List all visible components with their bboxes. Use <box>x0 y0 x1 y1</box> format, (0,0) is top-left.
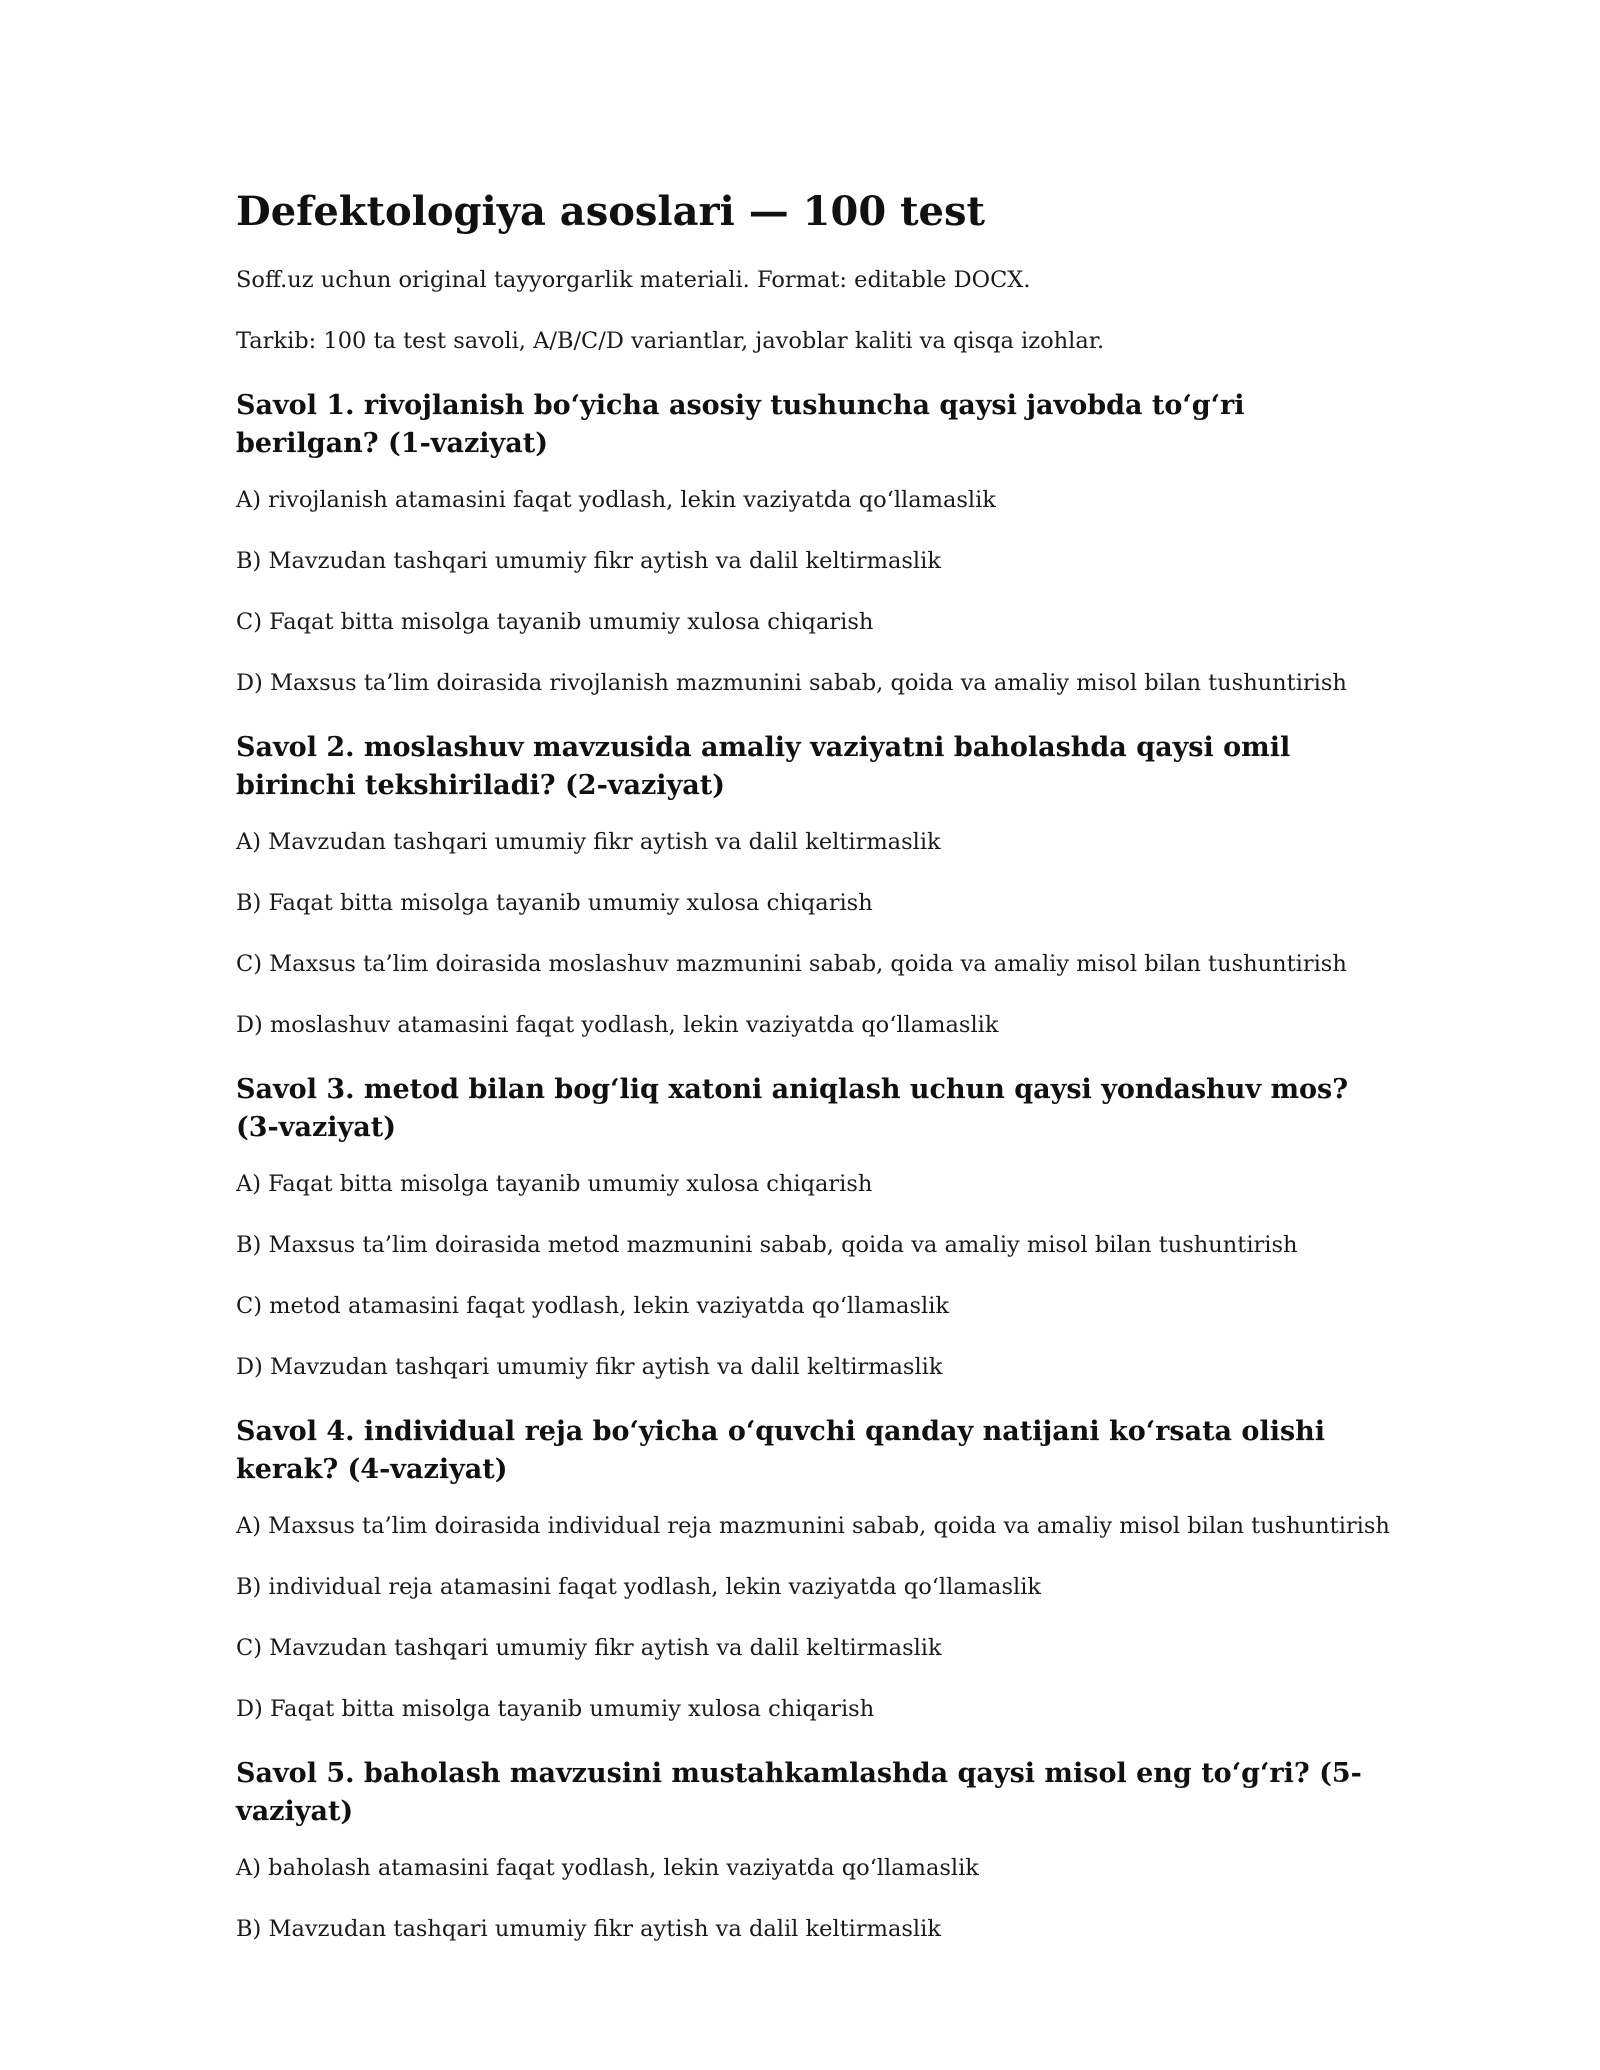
option-b: B) Mavzudan tashqari umumiy fikr aytish va dalil keltirmaslik <box>236 1916 941 1942</box>
question-4 <box>236 1413 1390 1724</box>
option-a: A) rivojlanish atamasini faqat yodlash, lekin vaziyatda qo‘llamaslik <box>236 487 996 513</box>
option-b: B) Mavzudan tashqari umumiy fikr aytish va dalil keltirmaslik <box>236 548 941 574</box>
option-a: A) Faqat bitta misolga tayanib umumiy xulosa chiqarish <box>236 1171 873 1197</box>
option-c: C) metod atamasini faqat yodlash, lekin vaziyatda qo‘llamaslik <box>236 1293 950 1319</box>
option-c: C) Faqat bitta misolga tayanib umumiy xulosa chiqarish <box>236 609 874 635</box>
document-page <box>236 185 1390 1975</box>
option-d: D) moslashuv atamasini faqat yodlash, lekin vaziyatda qo‘llamaslik <box>236 1012 999 1038</box>
option-a: A) Maxsus ta’lim doirasida individual reja mazmunini sabab, qoida va amaliy misol bilan tushuntirish <box>236 1513 1390 1539</box>
question-title: Savol 3. metod bilan bog‘liq xatoni aniqlash uchun qaysi yondashuv mos? (3-vaziyat) <box>236 1074 1349 1143</box>
question-1 <box>236 387 1366 698</box>
question-title: Savol 1. rivojlanish bo‘yicha asosiy tushuncha qaysi javobda to‘g‘ri berilgan? (1-vaziyat) <box>236 390 1245 459</box>
option-a: A) Mavzudan tashqari umumiy fikr aytish va dalil keltirmaslik <box>236 829 941 855</box>
option-c: C) Mavzudan tashqari umumiy fikr aytish va dalil keltirmaslik <box>236 1635 942 1661</box>
intro-contents-line: Tarkib: 100 ta test savoli, A/B/C/D variantlar, javoblar kaliti va qisqa izohlar. <box>236 328 1105 354</box>
question-3 <box>236 1071 1366 1382</box>
intro-source-line: Soff.uz uchun original tayyorgarlik materiali. Format: editable DOCX. <box>236 267 1031 293</box>
question-title: Savol 2. moslashuv mavzusida amaliy vaziyatni baholashda qaysi omil birinchi tekshiriladi? (2-vaziyat) <box>236 732 1291 801</box>
option-a: A) baholash atamasini faqat yodlash, lekin vaziyatda qo‘llamaslik <box>236 1855 979 1881</box>
option-d: D) Maxsus ta’lim doirasida rivojlanish mazmunini sabab, qoida va amaliy misol bilan tushuntirish <box>236 670 1347 696</box>
question-5 <box>236 1755 1366 1944</box>
document-title: Defektologiya asoslari — 100 test <box>236 188 986 235</box>
question-title: Savol 5. baholash mavzusini mustahkamlashda qaysi misol eng to‘g‘ri? (5-vaziyat) <box>236 1758 1362 1827</box>
option-b: B) individual reja atamasini faqat yodlash, lekin vaziyatda qo‘llamaslik <box>236 1574 1042 1600</box>
option-b: B) Maxsus ta’lim doirasida metod mazmunini sabab, qoida va amaliy misol bilan tushuntirish <box>236 1232 1298 1258</box>
option-d: D) Faqat bitta misolga tayanib umumiy xulosa chiqarish <box>236 1696 875 1722</box>
question-2 <box>236 729 1366 1040</box>
option-d: D) Mavzudan tashqari umumiy fikr aytish va dalil keltirmaslik <box>236 1354 943 1380</box>
question-title: Savol 4. individual reja bo‘yicha o‘quvchi qanday natijani ko‘rsata olishi kerak? (4-vaziyat) <box>236 1416 1326 1485</box>
option-c: C) Maxsus ta’lim doirasida moslashuv mazmunini sabab, qoida va amaliy misol bilan tushuntirish <box>236 951 1347 977</box>
option-b: B) Faqat bitta misolga tayanib umumiy xulosa chiqarish <box>236 890 873 916</box>
